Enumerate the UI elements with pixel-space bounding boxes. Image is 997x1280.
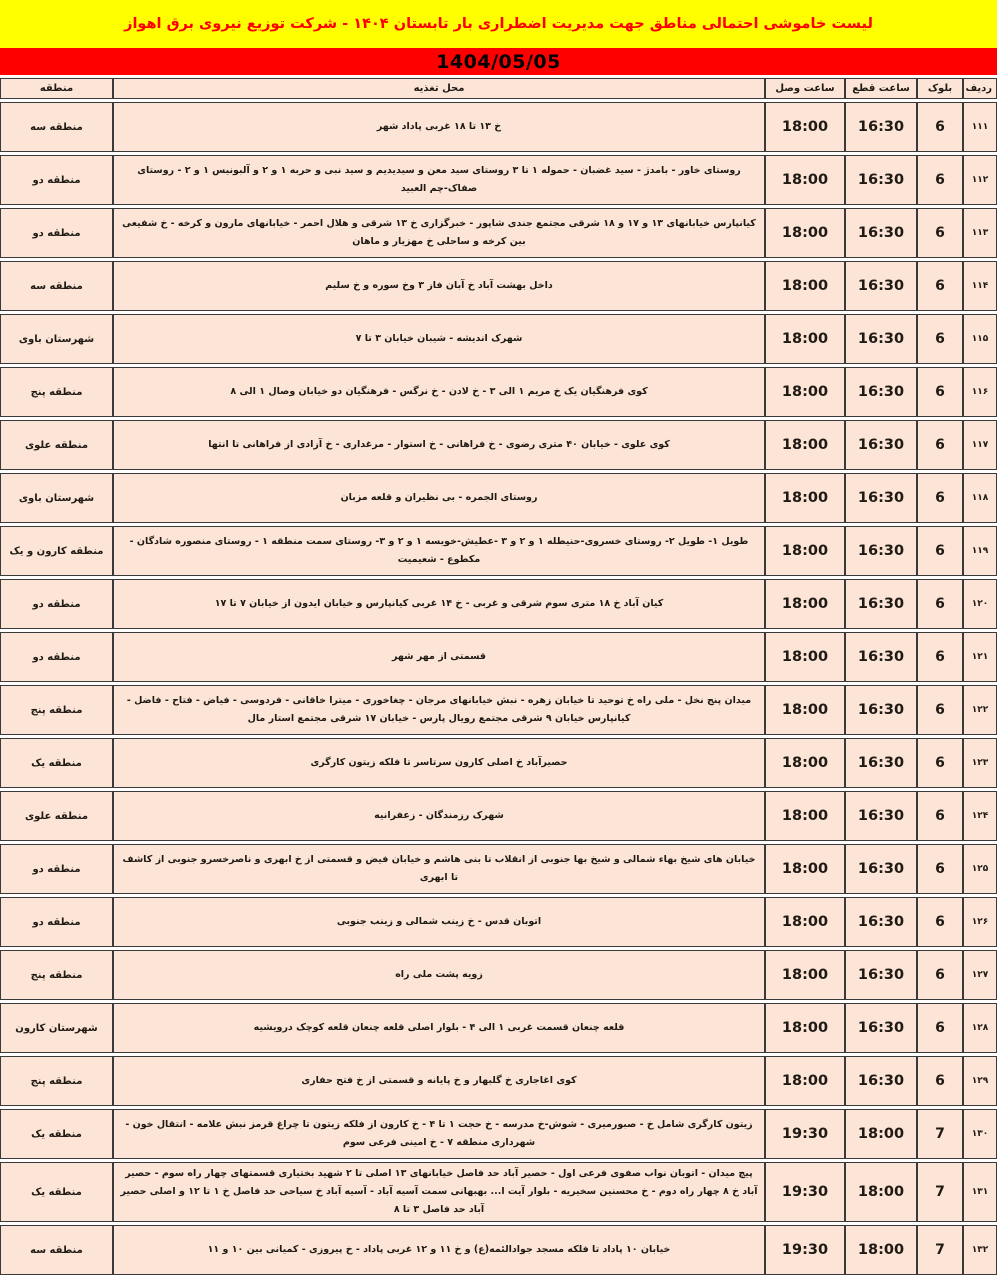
location-cell: زیتون کارگری شامل خ - صبورمیری - شوش-خ مدرسه - خ حجت ۱ تا ۴ - خ کارون از فلکه زیتون تا چراغ قرمز نبش علامه - انتقال خون - شهرداری منطقه ۷ - خ امینی فرعی سوم	[113, 1109, 765, 1159]
region-cell: منطقه سه	[0, 102, 113, 152]
region-cell: شهرستان کارون	[0, 1003, 113, 1053]
row-number-cell: ۱۲۹	[963, 1056, 997, 1106]
location-cell: شهرک رزمندگان - زعفرانیه	[113, 791, 765, 841]
cut-time-cell: 18:00	[845, 1109, 917, 1159]
cut-time-cell: 16:30	[845, 579, 917, 629]
table-row	[0, 1056, 997, 1106]
reconnect-time-cell: 18:00	[765, 579, 845, 629]
location-cell: اتوبان قدس - خ زینب شمالی و زینب جنوبی	[113, 897, 765, 947]
cut-time-cell: 16:30	[845, 420, 917, 470]
location-cell: طویل ۱- طویل ۲- روستای خسروی-حنیطله ۱ و ۲ و ۳ -عطیش-خویسه ۱ و ۲ و ۳- روستای سمت منطقه ۱ - روستای منصوره شادگان - مکطوع - شعیمیت	[113, 526, 765, 576]
row-number-cell: ۱۲۴	[963, 791, 997, 841]
region-cell: منطقه دو	[0, 632, 113, 682]
row-number-cell: ۱۱۹	[963, 526, 997, 576]
cut-time-cell: 16:30	[845, 632, 917, 682]
location-cell: قسمتی از مهر شهر	[113, 632, 765, 682]
region-cell: منطقه دو	[0, 897, 113, 947]
location-cell: پیچ میدان - اتوبان نواب صفوی فرعی اول - حصیر آباد حد فاصل خیابانهای ۱۳ اصلی تا ۲ شهید بختیاری قسمتهای چهار راه سوم - حصیر آباد خ ۸ چهار راه دوم - خ محسنین سخیریه - بلوار آیت ا... بهبهانی سمت آسیه آباد - آسیه آباد خ سیاحی حد فاصل خ ۱ تا ۱۲ و اصلی حصیر آباد حد فاصل ۳ تا ۸	[113, 1162, 765, 1222]
cut-time-cell: 16:30	[845, 314, 917, 364]
location-cell: داخل بهشت آباد خ آبان فاز ۳ وخ سوره و خ سلیم	[113, 261, 765, 311]
block-cell: 6	[917, 473, 963, 523]
row-number-cell: ۱۱۷	[963, 420, 997, 470]
location-cell: خ ۱۳ تا ۱۸ غربی پاداد شهر	[113, 102, 765, 152]
date-band	[0, 48, 997, 75]
table-row	[0, 632, 997, 682]
row-number-cell: ۱۲۲	[963, 685, 997, 735]
reconnect-time-cell: 18:00	[765, 844, 845, 894]
cut-time-cell: 16:30	[845, 791, 917, 841]
cut-time-cell: 16:30	[845, 102, 917, 152]
region-cell: منطقه علوی	[0, 420, 113, 470]
cut-time-cell: 16:30	[845, 208, 917, 258]
table-row	[0, 473, 997, 523]
block-cell: 6	[917, 420, 963, 470]
block-cell: 7	[917, 1162, 963, 1222]
reconnect-time-cell: 18:00	[765, 1056, 845, 1106]
row-number-cell: ۱۱۲	[963, 155, 997, 205]
reconnect-time-cell: 18:00	[765, 102, 845, 152]
region-cell: منطقه یک	[0, 1162, 113, 1222]
region-cell: منطقه دو	[0, 208, 113, 258]
column-header-location: محل تغذیه	[113, 78, 765, 99]
reconnect-time-cell: 18:00	[765, 1003, 845, 1053]
row-number-cell: ۱۱۸	[963, 473, 997, 523]
cut-time-cell: 16:30	[845, 473, 917, 523]
block-cell: 6	[917, 791, 963, 841]
cut-time-cell: 16:30	[845, 1003, 917, 1053]
cut-time-cell: 16:30	[845, 1056, 917, 1106]
location-cell: روستای الجمره - بی نظیران و قلعه مزبان	[113, 473, 765, 523]
schedule-date: 1404/05/05	[436, 50, 561, 73]
row-number-cell: ۱۱۵	[963, 314, 997, 364]
cut-time-cell: 18:00	[845, 1225, 917, 1275]
reconnect-time-cell: 18:00	[765, 632, 845, 682]
location-cell: میدان پنج نخل - ملی راه خ توحید تا خیابان زهره - نبش خیابانهای مرجان - چغاخوری - میترا خاقانی - فردوسی - فیاض - فتاح - فاضل - کیانپارس خیابان ۹ شرقی مجتمع رویال پارس - خیابان ۱۷ شرقی مجتمع استار مال	[113, 685, 765, 735]
cut-time-cell: 18:00	[845, 1162, 917, 1222]
region-cell: منطقه دو	[0, 155, 113, 205]
region-cell: منطقه کارون و یک	[0, 526, 113, 576]
region-cell: منطقه سه	[0, 1225, 113, 1275]
row-number-cell: ۱۲۱	[963, 632, 997, 682]
table-row	[0, 685, 997, 735]
block-cell: 6	[917, 155, 963, 205]
table-row	[0, 1003, 997, 1053]
reconnect-time-cell: 18:00	[765, 738, 845, 788]
header-row	[0, 78, 997, 99]
block-cell: 6	[917, 526, 963, 576]
row-number-cell: ۱۳۱	[963, 1162, 997, 1222]
reconnect-time-cell: 18:00	[765, 950, 845, 1000]
cut-time-cell: 16:30	[845, 950, 917, 1000]
table-row	[0, 155, 997, 205]
location-cell: قلعه چنعان قسمت غربی ۱ الی ۴ - بلوار اصلی قلعه چنعان قلعه کوچک درویشیه	[113, 1003, 765, 1053]
column-header-block: بلوک	[917, 78, 963, 99]
region-cell: منطقه دو	[0, 844, 113, 894]
reconnect-time-cell: 18:00	[765, 473, 845, 523]
table-row	[0, 844, 997, 894]
table-row	[0, 791, 997, 841]
outage-table	[0, 75, 997, 1278]
page-title: لیست خاموشی احتمالی مناطق جهت مدیریت اضطراری بار تابستان ۱۴۰۴ - شرکت توزیع نیروی برق اهواز	[124, 16, 873, 32]
block-cell: 6	[917, 102, 963, 152]
reconnect-time-cell: 18:00	[765, 155, 845, 205]
block-cell: 6	[917, 897, 963, 947]
reconnect-time-cell: 19:30	[765, 1225, 845, 1275]
block-cell: 7	[917, 1225, 963, 1275]
reconnect-time-cell: 18:00	[765, 897, 845, 947]
region-cell: شهرستان باوی	[0, 473, 113, 523]
block-cell: 7	[917, 1109, 963, 1159]
location-cell: کوی اغاجاری خ گلبهار و خ پایانه و قسمتی از خ فتح حفاری	[113, 1056, 765, 1106]
block-cell: 6	[917, 685, 963, 735]
location-cell: خیابان ۱۰ پاداد تا فلکه مسجد جوادالئمه(ع) و خ ۱۱ و ۱۲ غربی پاداد - خ پیروزی - کمیانی بین ۱۰ و ۱۱	[113, 1225, 765, 1275]
location-cell: کیان آباد خ ۱۸ متری سوم شرقی و غربی - خ ۱۴ غربی کیانپارس و خیابان ایدون از خیابان ۷ تا ۱۷	[113, 579, 765, 629]
reconnect-time-cell: 18:00	[765, 367, 845, 417]
cut-time-cell: 16:30	[845, 844, 917, 894]
location-cell: کوی فرهنگیان یک خ مریم ۱ الی ۳ - خ لادن - خ نرگس - فرهنگیان دو خیابان وصال ۱ الی ۸	[113, 367, 765, 417]
region-cell: منطقه یک	[0, 738, 113, 788]
table-row	[0, 526, 997, 576]
location-cell: کیانپارس خیابانهای ۱۳ و ۱۷ و ۱۸ شرقی مجتمع جندی شاپور - خبرگزاری خ ۱۳ شرقی و هلال احمر - خیابانهای مارون و کرخه - خ شفیعی بین کرخه و ساحلی خ مهزیار و ماهان	[113, 208, 765, 258]
row-number-cell: ۱۲۳	[963, 738, 997, 788]
table-row	[0, 1109, 997, 1159]
region-cell: منطقه پنج	[0, 685, 113, 735]
table-body	[0, 102, 997, 1275]
title-banner	[0, 0, 997, 48]
table-row	[0, 261, 997, 311]
table-row	[0, 1225, 997, 1275]
table-row	[0, 314, 997, 364]
column-header-reconnect-time: ساعت وصل	[765, 78, 845, 99]
block-cell: 6	[917, 738, 963, 788]
table-row	[0, 738, 997, 788]
region-cell: منطقه دو	[0, 579, 113, 629]
row-number-cell: ۱۱۱	[963, 102, 997, 152]
block-cell: 6	[917, 950, 963, 1000]
row-number-cell: ۱۳۲	[963, 1225, 997, 1275]
row-number-cell: ۱۲۸	[963, 1003, 997, 1053]
reconnect-time-cell: 19:30	[765, 1162, 845, 1222]
cut-time-cell: 16:30	[845, 685, 917, 735]
column-header-cut-time: ساعت قطع	[845, 78, 917, 99]
region-cell: منطقه پنج	[0, 950, 113, 1000]
reconnect-time-cell: 18:00	[765, 685, 845, 735]
block-cell: 6	[917, 1003, 963, 1053]
cut-time-cell: 16:30	[845, 526, 917, 576]
location-cell: حصیرآباد خ اصلی کارون سرتاسر تا فلکه زیتون کارگری	[113, 738, 765, 788]
region-cell: منطقه یک	[0, 1109, 113, 1159]
location-cell: زویه پشت ملی راه	[113, 950, 765, 1000]
reconnect-time-cell: 18:00	[765, 208, 845, 258]
table-row	[0, 1162, 997, 1222]
column-header-region: منطقه	[0, 78, 113, 99]
location-cell: کوی علوی - خیابان ۴۰ متری رضوی - خ فراهانی - خ استوار - مرغداری - خ آزادی از فراهانی تا انتها	[113, 420, 765, 470]
reconnect-time-cell: 18:00	[765, 261, 845, 311]
location-cell: روستای خاور - بامدژ - سید غضبان - حموله ۱ تا ۳ روستای سید معن و سیدیدیم و سید نبی و حربه ۱ و ۲ و آلبونیس ۱ و ۲ - روستای صفاک-چم العبید	[113, 155, 765, 205]
cut-time-cell: 16:30	[845, 738, 917, 788]
row-number-cell: ۱۲۰	[963, 579, 997, 629]
cut-time-cell: 16:30	[845, 261, 917, 311]
table-row	[0, 367, 997, 417]
location-cell: خیابان های شیخ بهاء شمالی و شیخ بها جنوبی از انقلاب تا بنی هاشم و خیابان فیض و قسمتی از خ ابهری و ناصرخسرو جنوبی از کاشف تا ابهری	[113, 844, 765, 894]
block-cell: 6	[917, 1056, 963, 1106]
row-number-cell: ۱۱۳	[963, 208, 997, 258]
block-cell: 6	[917, 579, 963, 629]
reconnect-time-cell: 18:00	[765, 314, 845, 364]
table-row	[0, 950, 997, 1000]
table-row	[0, 420, 997, 470]
row-number-cell: ۱۱۶	[963, 367, 997, 417]
reconnect-time-cell: 18:00	[765, 420, 845, 470]
block-cell: 6	[917, 632, 963, 682]
region-cell: منطقه پنج	[0, 367, 113, 417]
region-cell: منطقه سه	[0, 261, 113, 311]
row-number-cell: ۱۳۰	[963, 1109, 997, 1159]
region-cell: منطقه علوی	[0, 791, 113, 841]
table-row	[0, 897, 997, 947]
block-cell: 6	[917, 844, 963, 894]
table-row	[0, 579, 997, 629]
block-cell: 6	[917, 261, 963, 311]
cut-time-cell: 16:30	[845, 155, 917, 205]
table-header	[0, 78, 997, 99]
row-number-cell: ۱۲۷	[963, 950, 997, 1000]
region-cell: شهرستان باوی	[0, 314, 113, 364]
reconnect-time-cell: 19:30	[765, 1109, 845, 1159]
row-number-cell: ۱۲۶	[963, 897, 997, 947]
cut-time-cell: 16:30	[845, 897, 917, 947]
reconnect-time-cell: 18:00	[765, 791, 845, 841]
location-cell: شهرک اندیشه - شیبان خیابان ۳ تا ۷	[113, 314, 765, 364]
row-number-cell: ۱۲۵	[963, 844, 997, 894]
row-number-cell: ۱۱۴	[963, 261, 997, 311]
table-row	[0, 208, 997, 258]
table-row	[0, 102, 997, 152]
cut-time-cell: 16:30	[845, 367, 917, 417]
block-cell: 6	[917, 314, 963, 364]
block-cell: 6	[917, 208, 963, 258]
region-cell: منطقه پنج	[0, 1056, 113, 1106]
reconnect-time-cell: 18:00	[765, 526, 845, 576]
block-cell: 6	[917, 367, 963, 417]
column-header-row-number: ردیف	[963, 78, 997, 99]
